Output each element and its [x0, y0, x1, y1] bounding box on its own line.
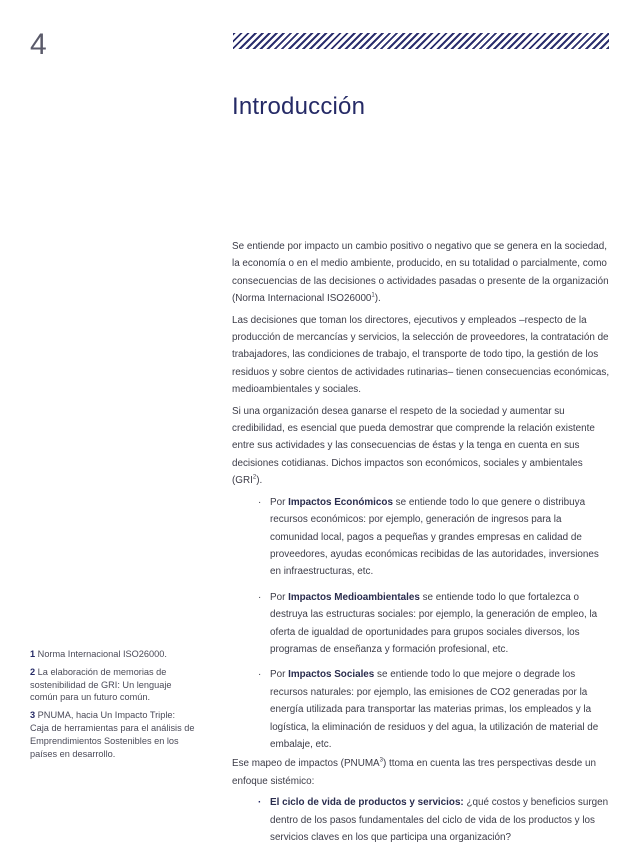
bullet-marker: ·: [258, 496, 262, 508]
footnote-1: 1 Norma Internacional ISO26000.: [30, 649, 167, 659]
paragraph-1: Se entiende por impacto un cambio positivo o negativo que se genera en la sociedad, la economía o en el medio ambiente, producido, en su totalidad o parcialmente, como consecuencias de las decisiones o actividades pasadas o presente de la organización (Norma Internacional ISO26000$^1$).: [232, 241, 609, 305]
footnote-ref-1: 1: [371, 292, 375, 299]
bullet-impactos-medioambientales: · Por Impactos Medioambientales se entiende todo lo que fortalezca o destruya las estructuras sociales: por ejemplo, la generación de empleo, la oferta de igualdad de oportunidades para grupos sociales diversos, los programas de enseñanza y formación profesional, etc.: [232, 589, 610, 659]
page-title: Introducción: [232, 93, 366, 120]
bullet-marker: ·: [258, 669, 262, 681]
term-impactos-economicos: Impactos Económicos: [288, 496, 393, 508]
page-number: 4: [30, 28, 47, 61]
footnotes: [30, 648, 195, 765]
bullet-marker: ·: [258, 591, 262, 603]
paragraph-2: Las decisiones que toman los directores, ejecutivos y empleados –respecto de la producción de mercancías y servicios, la selección de proveedores, la contratación de trabajadores, las condiciones de trabajo, el transporte de todo tipo, la gestión de los residuos y sobre cientos de actividades rutinarias– tienen consecuencias económicas, medioambientales y sociales.: [232, 314, 610, 396]
bullet-ciclo-de-vida: · El ciclo de vida de productos y servicios: ¿qué costos y beneficios surgen dentro de los pasos fundamentales del ciclo de vida de los productos y los servicios claves en los que participa una organización?: [232, 794, 610, 846]
footnote-ref-2: 2: [252, 474, 257, 481]
paragraph-4: Ese mapeo de impactos (PNUMA$^3$) ttoma en cuenta las tres perspectivas desde un enfoque sistémico:: [232, 758, 596, 787]
term-ciclo-de-vida: El ciclo de vida de productos y servicios:: [270, 797, 464, 809]
term-impactos-sociales: Impactos Sociales: [288, 669, 375, 681]
footnote-2: 2 La elaboración de memorias de sostenibilidad de GRI: Un lenguaje común para un futuro común.: [30, 666, 172, 703]
footnote-ref-3: 3: [379, 758, 383, 765]
body-text: [232, 238, 610, 846]
hatched-header-bar: [233, 33, 609, 49]
bullet-impactos-economicos: · Por Impactos Económicos se entiende todo lo que genere o distribuya recursos económicos: por ejemplo, generación de ingresos para la comunidad local, pagos a pequeñas y grandes empresas en calidad de proveedores, ayudas económicas recibidas de las autoridades, inversiones en infraestructuras, etc.: [232, 494, 610, 581]
term-impactos-medioambientales: Impactos Medioambientales: [288, 591, 420, 603]
footnote-3: 3 PNUMA, hacia Un Impacto Triple: Caja de herramientas para el análisis de Emprendimientos Sostenibles en los países en desarrollo.: [30, 710, 195, 759]
bullet-impactos-sociales: · Por Impactos Sociales se entiende todo lo que mejore o degrade los recursos naturales: por ejemplo, las emisiones de CO2 generadas por la energía utilizada para transportar las materias primas, los empleados y la logística, la eliminación de residuos y del agua, la utilización de material de embalaje, etc.: [232, 666, 610, 753]
bullet-marker: ·: [258, 797, 262, 809]
paragraph-3: Si una organización desea ganarse el respeto de la sociedad y aumentar su credibilidad, es esencial que pueda demostrar que comprende la relación existente entre sus actividades y las consecuencias de éstas y la tenga en cuenta en sus decisiones cotidianas. Dichos impactos son económicos, sociales y ambientales (GRI$^2$).: [232, 405, 595, 487]
